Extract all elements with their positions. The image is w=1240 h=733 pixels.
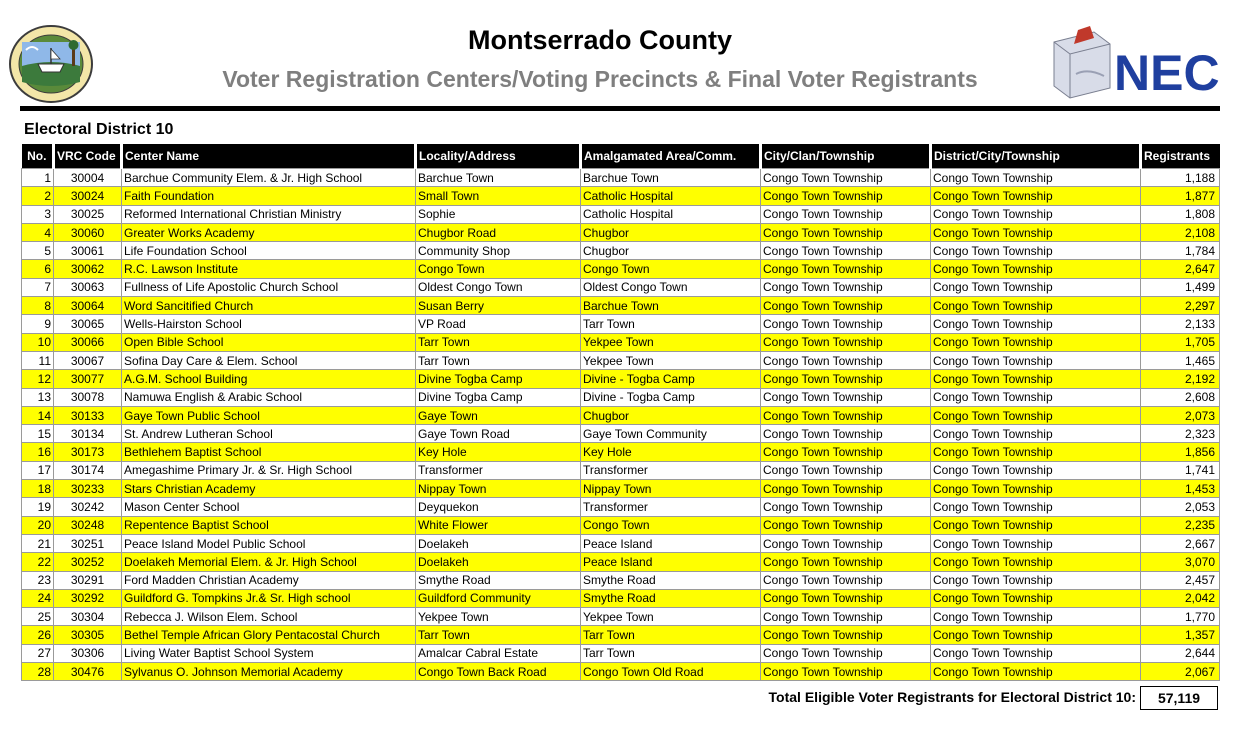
cell-registrants: 1,465 (1141, 351, 1220, 369)
cell-amalgamated-area: Tarr Town (581, 315, 761, 333)
cell-vrc-code: 30063 (54, 278, 122, 296)
cell-city-clan-township: Congo Town Township (761, 169, 931, 187)
cell-no: 11 (22, 351, 54, 369)
cell-amalgamated-area: Chugbor (581, 242, 761, 260)
cell-vrc-code: 30174 (54, 461, 122, 479)
table-row (22, 498, 1220, 516)
cell-amalgamated-area: Chugbor (581, 223, 761, 241)
cell-city-clan-township: Congo Town Township (761, 626, 931, 644)
cell-locality: Divine Togba Camp (416, 370, 581, 388)
cell-district-city-township: Congo Town Township (931, 553, 1141, 571)
cell-amalgamated-area: Nippay Town (581, 480, 761, 498)
cell-amalgamated-area: Tarr Town (581, 644, 761, 662)
cell-locality: Yekpee Town (416, 608, 581, 626)
cell-vrc-code: 30025 (54, 205, 122, 223)
cell-vrc-code: 30291 (54, 571, 122, 589)
cell-vrc-code: 30065 (54, 315, 122, 333)
cell-registrants: 2,323 (1141, 425, 1220, 443)
cell-district-city-township: Congo Town Township (931, 388, 1141, 406)
table-row (22, 333, 1220, 351)
table-row (22, 626, 1220, 644)
col-header-no: No. (22, 144, 54, 169)
table-row (22, 260, 1220, 278)
cell-no: 28 (22, 663, 54, 681)
cell-locality: Smythe Road (416, 571, 581, 589)
cell-center-name: Faith Foundation (122, 187, 416, 205)
cell-city-clan-township: Congo Town Township (761, 278, 931, 296)
table-row (22, 242, 1220, 260)
cell-no: 8 (22, 297, 54, 315)
cell-center-name: Sofina Day Care & Elem. School (122, 351, 416, 369)
cell-amalgamated-area: Congo Town (581, 516, 761, 534)
nec-logo-icon (1048, 24, 1220, 104)
cell-center-name: Sylvanus O. Johnson Memorial Academy (122, 663, 416, 681)
cell-registrants: 1,357 (1141, 626, 1220, 644)
cell-amalgamated-area: Catholic Hospital (581, 205, 761, 223)
cell-locality: Small Town (416, 187, 581, 205)
nec-logo-text: NEC (1114, 45, 1220, 101)
cell-registrants: 1,770 (1141, 608, 1220, 626)
cell-vrc-code: 30064 (54, 297, 122, 315)
cell-vrc-code: 30067 (54, 351, 122, 369)
table-row (22, 663, 1220, 681)
cell-vrc-code: 30252 (54, 553, 122, 571)
cell-vrc-code: 30062 (54, 260, 122, 278)
table-row (22, 388, 1220, 406)
cell-center-name: Repentence Baptist School (122, 516, 416, 534)
cell-locality: Oldest Congo Town (416, 278, 581, 296)
cell-city-clan-township: Congo Town Township (761, 443, 931, 461)
cell-registrants: 1,705 (1141, 333, 1220, 351)
cell-locality: Gaye Town Road (416, 425, 581, 443)
cell-city-clan-township: Congo Town Township (761, 608, 931, 626)
cell-registrants: 2,073 (1141, 406, 1220, 424)
cell-center-name: Living Water Baptist School System (122, 644, 416, 662)
cell-vrc-code: 30066 (54, 333, 122, 351)
cell-registrants: 2,235 (1141, 516, 1220, 534)
table-row (22, 425, 1220, 443)
cell-district-city-township: Congo Town Township (931, 663, 1141, 681)
cell-district-city-township: Congo Town Township (931, 589, 1141, 607)
cell-city-clan-township: Congo Town Township (761, 516, 931, 534)
table-row (22, 297, 1220, 315)
cell-district-city-township: Congo Town Township (931, 406, 1141, 424)
cell-vrc-code: 30077 (54, 370, 122, 388)
cell-no: 24 (22, 589, 54, 607)
cell-city-clan-township: Congo Town Township (761, 242, 931, 260)
cell-amalgamated-area: Divine - Togba Camp (581, 370, 761, 388)
header-divider (20, 106, 1220, 111)
cell-district-city-township: Congo Town Township (931, 534, 1141, 552)
cell-district-city-township: Congo Town Township (931, 480, 1141, 498)
cell-city-clan-township: Congo Town Township (761, 589, 931, 607)
cell-center-name: Amegashime Primary Jr. & Sr. High School (122, 461, 416, 479)
cell-no: 25 (22, 608, 54, 626)
table-row (22, 644, 1220, 662)
cell-registrants: 2,133 (1141, 315, 1220, 333)
cell-vrc-code: 30251 (54, 534, 122, 552)
cell-registrants: 2,647 (1141, 260, 1220, 278)
cell-registrants: 2,067 (1141, 663, 1220, 681)
col-header-vrc-code: VRC Code (54, 144, 122, 169)
cell-no: 12 (22, 370, 54, 388)
cell-amalgamated-area: Peace Island (581, 553, 761, 571)
table-header-row (22, 144, 1220, 169)
cell-no: 10 (22, 333, 54, 351)
cell-district-city-township: Congo Town Township (931, 242, 1141, 260)
table-row (22, 223, 1220, 241)
col-header-city-clan-township: City/Clan/Township (761, 144, 931, 169)
page-subtitle: Voter Registration Centers/Voting Precincts & Final Voter Registrants (222, 66, 978, 92)
cell-registrants: 2,053 (1141, 498, 1220, 516)
cell-city-clan-township: Congo Town Township (761, 315, 931, 333)
cell-amalgamated-area: Yekpee Town (581, 351, 761, 369)
cell-registrants: 3,070 (1141, 553, 1220, 571)
cell-registrants: 1,188 (1141, 169, 1220, 187)
cell-registrants: 2,667 (1141, 534, 1220, 552)
cell-locality: Tarr Town (416, 351, 581, 369)
cell-district-city-township: Congo Town Township (931, 223, 1141, 241)
cell-center-name: Rebecca J. Wilson Elem. School (122, 608, 416, 626)
cell-amalgamated-area: Yekpee Town (581, 333, 761, 351)
cell-vrc-code: 30248 (54, 516, 122, 534)
cell-no: 2 (22, 187, 54, 205)
cell-amalgamated-area: Chugbor (581, 406, 761, 424)
cell-vrc-code: 30292 (54, 589, 122, 607)
table-row (22, 461, 1220, 479)
cell-registrants: 2,608 (1141, 388, 1220, 406)
table-body (22, 169, 1220, 681)
table-row (22, 169, 1220, 187)
table-row (22, 351, 1220, 369)
cell-locality: Community Shop (416, 242, 581, 260)
cell-registrants: 1,784 (1141, 242, 1220, 260)
cell-district-city-township: Congo Town Township (931, 498, 1141, 516)
district-title: Electoral District 10 (24, 121, 174, 138)
cell-no: 18 (22, 480, 54, 498)
col-header-registrants: Registrants (1141, 144, 1220, 169)
registrants-table (21, 144, 1220, 681)
table-row (22, 553, 1220, 571)
cell-city-clan-township: Congo Town Township (761, 205, 931, 223)
cell-vrc-code: 30060 (54, 223, 122, 241)
cell-registrants: 1,856 (1141, 443, 1220, 461)
cell-district-city-township: Congo Town Township (931, 297, 1141, 315)
cell-no: 5 (22, 242, 54, 260)
cell-city-clan-township: Congo Town Township (761, 480, 931, 498)
cell-amalgamated-area: Transformer (581, 461, 761, 479)
table-row (22, 608, 1220, 626)
cell-vrc-code: 30004 (54, 169, 122, 187)
cell-center-name: A.G.M. School Building (122, 370, 416, 388)
cell-no: 9 (22, 315, 54, 333)
cell-vrc-code: 30476 (54, 663, 122, 681)
cell-no: 26 (22, 626, 54, 644)
cell-no: 1 (22, 169, 54, 187)
cell-city-clan-township: Congo Town Township (761, 644, 931, 662)
cell-locality: VP Road (416, 315, 581, 333)
cell-district-city-township: Congo Town Township (931, 351, 1141, 369)
table-row (22, 315, 1220, 333)
cell-registrants: 1,499 (1141, 278, 1220, 296)
cell-center-name: R.C. Lawson Institute (122, 260, 416, 278)
cell-no: 16 (22, 443, 54, 461)
cell-center-name: Doelakeh Memorial Elem. & Jr. High School (122, 553, 416, 571)
cell-no: 13 (22, 388, 54, 406)
cell-center-name: Ford Madden Christian Academy (122, 571, 416, 589)
cell-vrc-code: 30061 (54, 242, 122, 260)
table-row (22, 443, 1220, 461)
cell-no: 27 (22, 644, 54, 662)
cell-locality: Transformer (416, 461, 581, 479)
cell-no: 19 (22, 498, 54, 516)
cell-center-name: Mason Center School (122, 498, 416, 516)
cell-city-clan-township: Congo Town Township (761, 461, 931, 479)
total-label: Total Eligible Voter Registrants for Electoral District 10: (768, 689, 1136, 705)
cell-no: 6 (22, 260, 54, 278)
cell-registrants: 2,297 (1141, 297, 1220, 315)
cell-center-name: Stars Christian Academy (122, 480, 416, 498)
cell-city-clan-township: Congo Town Township (761, 553, 931, 571)
cell-amalgamated-area: Smythe Road (581, 589, 761, 607)
cell-vrc-code: 30304 (54, 608, 122, 626)
cell-no: 23 (22, 571, 54, 589)
cell-amalgamated-area: Yekpee Town (581, 608, 761, 626)
cell-center-name: Fullness of Life Apostolic Church School (122, 278, 416, 296)
cell-center-name: Barchue Community Elem. & Jr. High School (122, 169, 416, 187)
cell-center-name: Bethlehem Baptist School (122, 443, 416, 461)
cell-district-city-township: Congo Town Township (931, 370, 1141, 388)
cell-vrc-code: 30306 (54, 644, 122, 662)
cell-city-clan-township: Congo Town Township (761, 388, 931, 406)
cell-center-name: Bethel Temple African Glory Pentacostal Church (122, 626, 416, 644)
table-row (22, 480, 1220, 498)
cell-amalgamated-area: Gaye Town Community (581, 425, 761, 443)
cell-vrc-code: 30233 (54, 480, 122, 498)
cell-amalgamated-area: Tarr Town (581, 626, 761, 644)
cell-registrants: 2,192 (1141, 370, 1220, 388)
cell-locality: Amalcar Cabral Estate (416, 644, 581, 662)
cell-registrants: 2,108 (1141, 223, 1220, 241)
cell-city-clan-township: Congo Town Township (761, 297, 931, 315)
table-row (22, 187, 1220, 205)
table-row (22, 406, 1220, 424)
cell-district-city-township: Congo Town Township (931, 205, 1141, 223)
cell-district-city-township: Congo Town Township (931, 425, 1141, 443)
cell-no: 7 (22, 278, 54, 296)
cell-locality: Tarr Town (416, 626, 581, 644)
cell-registrants: 1,741 (1141, 461, 1220, 479)
cell-amalgamated-area: Smythe Road (581, 571, 761, 589)
cell-center-name: Word Sancitified Church (122, 297, 416, 315)
cell-center-name: St. Andrew Lutheran School (122, 425, 416, 443)
cell-amalgamated-area: Divine - Togba Camp (581, 388, 761, 406)
cell-city-clan-township: Congo Town Township (761, 571, 931, 589)
table-row (22, 589, 1220, 607)
cell-vrc-code: 30078 (54, 388, 122, 406)
table-row (22, 370, 1220, 388)
cell-locality: Gaye Town (416, 406, 581, 424)
cell-locality: Barchue Town (416, 169, 581, 187)
cell-district-city-township: Congo Town Township (931, 187, 1141, 205)
cell-amalgamated-area: Transformer (581, 498, 761, 516)
cell-amalgamated-area: Barchue Town (581, 297, 761, 315)
cell-center-name: Guildford G. Tompkins Jr.& Sr. High school (122, 589, 416, 607)
cell-district-city-township: Congo Town Township (931, 626, 1141, 644)
cell-amalgamated-area: Congo Town Old Road (581, 663, 761, 681)
cell-registrants: 1,808 (1141, 205, 1220, 223)
cell-district-city-township: Congo Town Township (931, 516, 1141, 534)
cell-no: 3 (22, 205, 54, 223)
table-row (22, 571, 1220, 589)
cell-city-clan-township: Congo Town Township (761, 223, 931, 241)
cell-amalgamated-area: Oldest Congo Town (581, 278, 761, 296)
cell-district-city-township: Congo Town Township (931, 443, 1141, 461)
cell-city-clan-township: Congo Town Township (761, 187, 931, 205)
cell-amalgamated-area: Barchue Town (581, 169, 761, 187)
cell-locality: Susan Berry (416, 297, 581, 315)
col-header-amalgamated-area: Amalgamated Area/Comm. (581, 144, 761, 169)
cell-city-clan-township: Congo Town Township (761, 351, 931, 369)
cell-amalgamated-area: Key Hole (581, 443, 761, 461)
cell-amalgamated-area: Peace Island (581, 534, 761, 552)
cell-center-name: Wells-Hairston School (122, 315, 416, 333)
cell-locality: Doelakeh (416, 534, 581, 552)
cell-registrants: 2,042 (1141, 589, 1220, 607)
cell-district-city-township: Congo Town Township (931, 315, 1141, 333)
page-title: Montserrado County (467, 25, 732, 55)
cell-district-city-township: Congo Town Township (931, 333, 1141, 351)
cell-city-clan-township: Congo Town Township (761, 425, 931, 443)
cell-city-clan-township: Congo Town Township (761, 498, 931, 516)
cell-locality: Guildford Community (416, 589, 581, 607)
cell-registrants: 2,644 (1141, 644, 1220, 662)
cell-locality: Congo Town Back Road (416, 663, 581, 681)
cell-amalgamated-area: Congo Town (581, 260, 761, 278)
cell-vrc-code: 30133 (54, 406, 122, 424)
cell-city-clan-township: Congo Town Township (761, 333, 931, 351)
cell-registrants: 1,877 (1141, 187, 1220, 205)
cell-vrc-code: 30242 (54, 498, 122, 516)
cell-locality: Deyquekon (416, 498, 581, 516)
cell-center-name: Gaye Town Public School (122, 406, 416, 424)
cell-locality: Sophie (416, 205, 581, 223)
cell-locality: Congo Town (416, 260, 581, 278)
col-header-center-name: Center Name (122, 144, 416, 169)
cell-no: 22 (22, 553, 54, 571)
cell-no: 15 (22, 425, 54, 443)
cell-city-clan-township: Congo Town Township (761, 406, 931, 424)
cell-locality: Chugbor Road (416, 223, 581, 241)
cell-locality: White Flower (416, 516, 581, 534)
cell-vrc-code: 30134 (54, 425, 122, 443)
cell-locality: Key Hole (416, 443, 581, 461)
table-row (22, 205, 1220, 223)
cell-vrc-code: 30024 (54, 187, 122, 205)
cell-no: 17 (22, 461, 54, 479)
col-header-district-city-township: District/City/Township (931, 144, 1141, 169)
cell-district-city-township: Congo Town Township (931, 260, 1141, 278)
total-value: 57,119 (1140, 686, 1218, 710)
cell-district-city-township: Congo Town Township (931, 169, 1141, 187)
cell-district-city-township: Congo Town Township (931, 278, 1141, 296)
cell-district-city-township: Congo Town Township (931, 461, 1141, 479)
cell-vrc-code: 30305 (54, 626, 122, 644)
cell-no: 4 (22, 223, 54, 241)
cell-center-name: Life Foundation School (122, 242, 416, 260)
cell-district-city-township: Congo Town Township (931, 608, 1141, 626)
cell-locality: Tarr Town (416, 333, 581, 351)
cell-locality: Doelakeh (416, 553, 581, 571)
cell-registrants: 1,453 (1141, 480, 1220, 498)
cell-locality: Nippay Town (416, 480, 581, 498)
cell-center-name: Reformed International Christian Ministry (122, 205, 416, 223)
cell-no: 20 (22, 516, 54, 534)
col-header-locality: Locality/Address (416, 144, 581, 169)
table-row (22, 534, 1220, 552)
cell-registrants: 2,457 (1141, 571, 1220, 589)
table-row (22, 278, 1220, 296)
cell-city-clan-township: Congo Town Township (761, 370, 931, 388)
cell-district-city-township: Congo Town Township (931, 644, 1141, 662)
cell-city-clan-township: Congo Town Township (761, 663, 931, 681)
cell-city-clan-township: Congo Town Township (761, 260, 931, 278)
cell-city-clan-township: Congo Town Township (761, 534, 931, 552)
table-row (22, 516, 1220, 534)
cell-vrc-code: 30173 (54, 443, 122, 461)
cell-center-name: Greater Works Academy (122, 223, 416, 241)
cell-locality: Divine Togba Camp (416, 388, 581, 406)
cell-center-name: Peace Island Model Public School (122, 534, 416, 552)
cell-no: 21 (22, 534, 54, 552)
cell-no: 14 (22, 406, 54, 424)
cell-amalgamated-area: Catholic Hospital (581, 187, 761, 205)
cell-district-city-township: Congo Town Township (931, 571, 1141, 589)
cell-center-name: Open Bible School (122, 333, 416, 351)
cell-center-name: Namuwa English & Arabic School (122, 388, 416, 406)
